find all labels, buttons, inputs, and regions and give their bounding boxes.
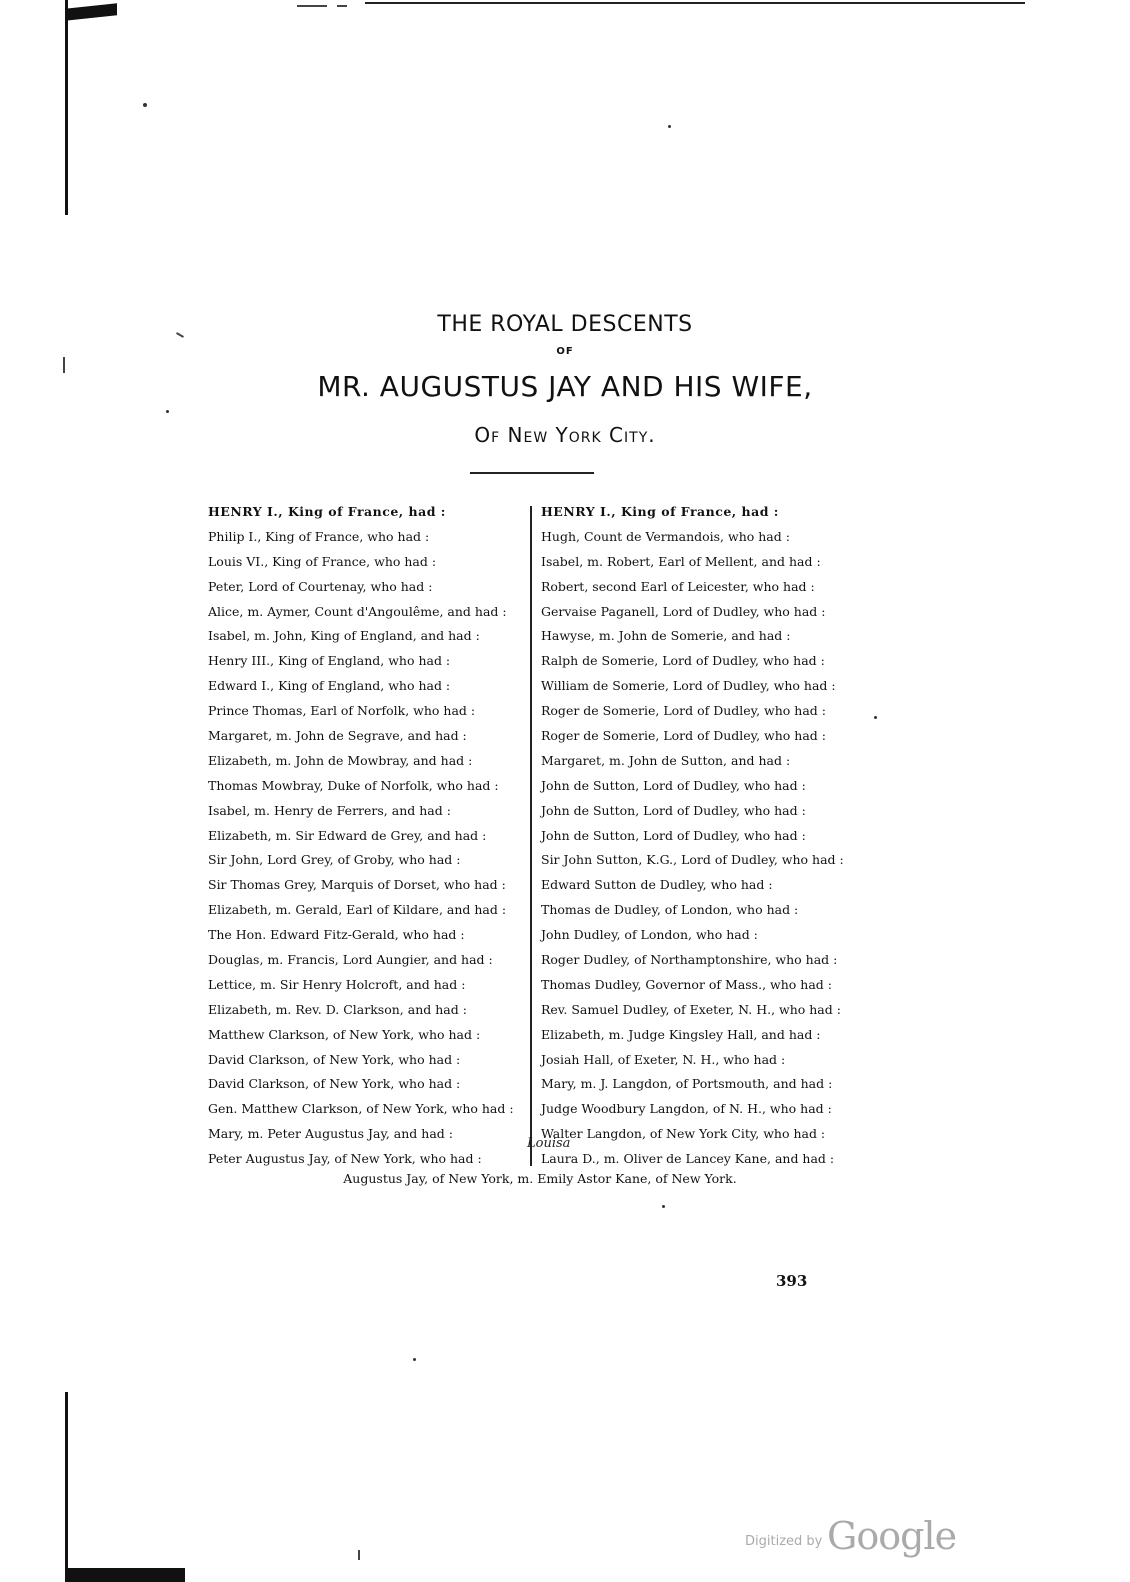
digitized-watermark — [745, 1510, 955, 1560]
lineage-entry: Edward I., King of England, who had : — [208, 678, 451, 694]
final-descent-line: Augustus Jay, of New York, m. Emily Astor Kane, of New York. — [343, 1171, 737, 1186]
lineage-entry: Isabel, m. John, King of England, and had : — [208, 628, 480, 644]
lineage-entry: Peter Augustus Jay, of New York, who had : — [208, 1151, 482, 1167]
handwritten-annotation: Louisa — [527, 1136, 571, 1151]
lineage-entry: Henry III., King of England, who had : — [208, 653, 451, 669]
lineage-entry: David Clarkson, of New York, who had : — [208, 1076, 461, 1092]
lineage-entry: Roger de Somerie, Lord of Dudley, who had : — [541, 728, 826, 744]
lineage-entry: Elizabeth, m. Judge Kingsley Hall, and had : — [541, 1026, 821, 1042]
lineage-entry: Laura D., m. Oliver de Lancey Kane, and had : — [541, 1151, 835, 1167]
scan-left-edge — [65, 0, 68, 215]
lineage-entry: Roger de Somerie, Lord of Dudley, who had : — [541, 703, 826, 719]
lineage-head: HENRY I., King of France, had : — [541, 504, 779, 519]
lineage-entry: Gen. Matthew Clarkson, of New York, who had : — [208, 1101, 514, 1117]
lineage-entry: David Clarkson, of New York, who had : — [208, 1051, 461, 1067]
title-rule — [470, 472, 594, 474]
lineage-entry: Lettice, m. Sir Henry Holcroft, and had : — [208, 976, 466, 992]
lineage-entry: Elizabeth, m. Sir Edward de Grey, and had : — [208, 827, 487, 843]
lineage-entry: The Hon. Edward Fitz-Gerald, who had : — [208, 927, 465, 943]
lineage-entry: Prince Thomas, Earl of Norfolk, who had : — [208, 703, 476, 719]
scan-speck — [143, 103, 147, 107]
title-subject: MR. AUGUSTUS JAY AND HIS WIFE, — [317, 370, 813, 403]
lineage-entry: John Dudley, of London, who had : — [541, 927, 758, 943]
lineage-entry: Thomas Mowbray, Duke of Norfolk, who had : — [208, 777, 499, 793]
lineage-entry: Ralph de Somerie, Lord of Dudley, who had : — [541, 653, 825, 669]
google-logo: Google — [827, 1514, 957, 1558]
lineage-entry: Elizabeth, m. Gerald, Earl of Kildare, and had : — [208, 902, 507, 918]
lineage-entry: Hugh, Count de Vermandois, who had : — [541, 528, 790, 544]
lineage-entry: John de Sutton, Lord of Dudley, who had : — [541, 827, 806, 843]
lineage-entry: Elizabeth, m. Rev. D. Clarkson, and had : — [208, 1001, 467, 1017]
lineage-entry: Josiah Hall, of Exeter, N. H., who had : — [541, 1051, 786, 1067]
lineage-entry: Alice, m. Aymer, Count d'Angoulême, and had : — [208, 603, 507, 619]
lineage-entry: Matthew Clarkson, of New York, who had : — [208, 1026, 481, 1042]
lineage-entry: Sir John, Lord Grey, of Groby, who had : — [208, 852, 461, 868]
page-number: 393 — [776, 1272, 808, 1290]
lineage-entry: Robert, second Earl of Leicester, who had : — [541, 578, 815, 594]
lineage-entry: Edward Sutton de Dudley, who had : — [541, 877, 773, 893]
lineage-entry: Sir Thomas Grey, Marquis of Dorset, who had : — [208, 877, 506, 893]
lineage-entry: Gervaise Paganell, Lord of Dudley, who had : — [541, 603, 826, 619]
lineage-entry: Peter, Lord of Courtenay, who had : — [208, 578, 433, 594]
scan-speck — [662, 1205, 665, 1208]
lineage-head: HENRY I., King of France, had : — [208, 504, 446, 519]
lineage-entry: Isabel, m. Robert, Earl of Mellent, and had : — [541, 553, 821, 569]
lineage-entry: William de Somerie, Lord of Dudley, who had : — [541, 678, 836, 694]
digitized-prefix: Digitized by — [745, 1534, 823, 1549]
title-of: OF — [556, 346, 574, 357]
lineage-entry: Hawyse, m. John de Somerie, and had : — [541, 628, 791, 644]
scan-left-edge-bottom — [65, 1392, 68, 1582]
lineage-entry: Roger Dudley, of Northamptonshire, who had : — [541, 952, 838, 968]
scan-speck — [166, 410, 169, 413]
lineage-entry: Thomas de Dudley, of London, who had : — [541, 902, 799, 918]
scan-speck — [874, 716, 877, 719]
title-location: Of New York City. — [474, 423, 656, 447]
lineage-entry: Philip I., King of France, who had : — [208, 528, 430, 544]
scan-speck — [668, 125, 671, 128]
lineage-entry: Margaret, m. John de Segrave, and had : — [208, 728, 467, 744]
right-lineage-column — [541, 500, 861, 1172]
column-divider — [530, 506, 532, 1166]
lineage-entry: John de Sutton, Lord of Dudley, who had : — [541, 777, 806, 793]
lineage-entry: Isabel, m. Henry de Ferrers, and had : — [208, 802, 451, 818]
lineage-entry: Rev. Samuel Dudley, of Exeter, N. H., who had : — [541, 1001, 841, 1017]
page-title: THE ROYAL DESCENTS — [437, 312, 693, 337]
lineage-entry: Sir John Sutton, K.G., Lord of Dudley, who had : — [541, 852, 844, 868]
lineage-entry: Elizabeth, m. John de Mowbray, and had : — [208, 752, 473, 768]
lineage-entry: John de Sutton, Lord of Dudley, who had : — [541, 802, 806, 818]
lineage-entry: Judge Woodbury Langdon, of N. H., who had : — [541, 1101, 832, 1117]
lineage-entry: Walter Langdon, of New York City, who had : — [541, 1126, 826, 1142]
lineage-entry: Mary, m. J. Langdon, of Portsmouth, and had : — [541, 1076, 833, 1092]
lineage-entry: Mary, m. Peter Augustus Jay, and had : — [208, 1126, 453, 1142]
left-lineage-column — [208, 500, 526, 1172]
lineage-entry: Douglas, m. Francis, Lord Aungier, and had : — [208, 952, 493, 968]
lineage-entry: Louis VI., King of France, who had : — [208, 553, 437, 569]
lineage-entry: Margaret, m. John de Sutton, and had : — [541, 752, 791, 768]
lineage-entry: Thomas Dudley, Governor of Mass., who had : — [541, 976, 832, 992]
scan-bottom-mark — [65, 1568, 185, 1582]
scan-top-edge — [65, 0, 1025, 14]
scan-tick — [358, 1550, 360, 1560]
scan-speck — [413, 1358, 416, 1361]
